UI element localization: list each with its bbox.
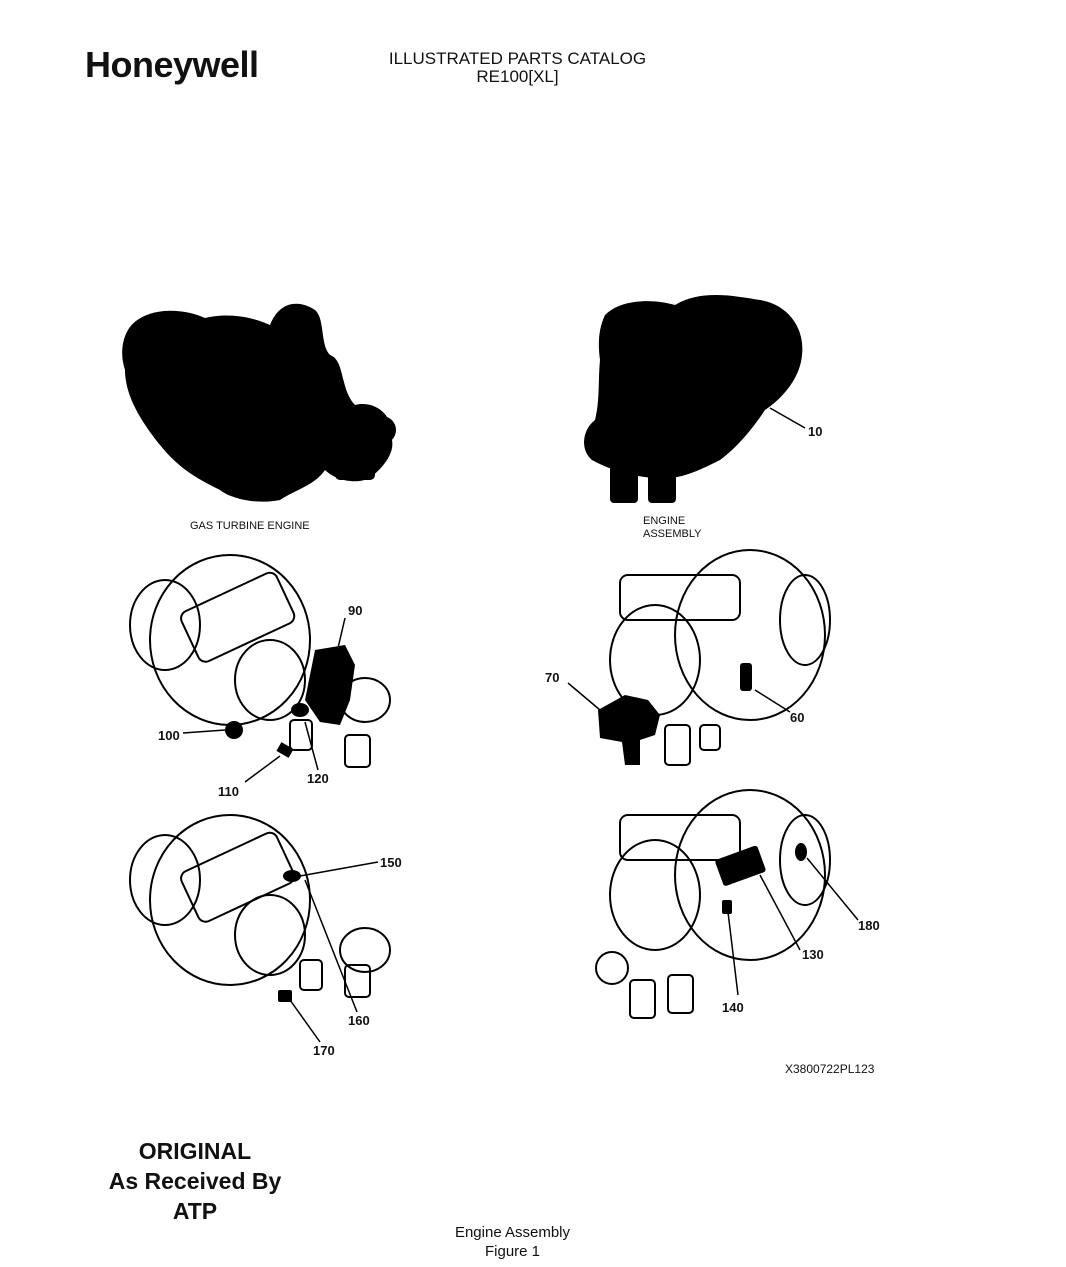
- figure-caption: [430, 1223, 595, 1261]
- engine-4-highlighted-parts: [715, 843, 807, 914]
- received-stamp: [95, 1136, 295, 1226]
- caption-engine-assembly: [643, 515, 702, 541]
- stamp-line3: ATP: [172, 1198, 218, 1224]
- engine-lineart-3: [130, 815, 390, 997]
- callout-180: 180: [858, 918, 880, 933]
- callout-170: 170: [313, 1043, 335, 1058]
- figure-title: Engine Assembly: [454, 1224, 571, 1241]
- figure-number: Figure 1: [484, 1243, 541, 1260]
- callout-90: 90: [348, 603, 363, 618]
- callout-140: 140: [722, 1000, 744, 1015]
- callout-10: 10: [808, 424, 823, 439]
- callout-60: 60: [790, 710, 805, 725]
- caption-engine-assembly-line1: ENGINE: [643, 515, 686, 527]
- callout-100: 100: [158, 728, 180, 743]
- engine-3-highlighted-parts: [278, 870, 301, 1002]
- callout-150: 150: [380, 855, 402, 870]
- model-number: RE100[XL]: [476, 67, 559, 86]
- callout-130: 130: [802, 947, 824, 962]
- caption-engine-assembly-line2: ASSEMBLY: [643, 528, 702, 540]
- drawing-code: X3800722PL123: [785, 1062, 875, 1076]
- engine-2-highlighted-parts: [598, 663, 752, 765]
- leader-lines: [183, 408, 858, 1042]
- callout-120: 120: [307, 771, 329, 786]
- brand-logo: Honeywell: [85, 44, 259, 85]
- gas-turbine-silhouette: [122, 304, 396, 502]
- callout-160: 160: [348, 1013, 370, 1028]
- stamp-line1: ORIGINAL: [138, 1138, 252, 1164]
- engine-lineart-4: [596, 790, 830, 1018]
- callout-110: 110: [218, 784, 239, 799]
- stamp-line2: As Received By: [108, 1168, 282, 1194]
- caption-gas-turbine: GAS TURBINE ENGINE: [190, 520, 310, 532]
- engine-assembly-silhouette: [584, 295, 802, 503]
- catalog-title: ILLUSTRATED PARTS CATALOG: [388, 49, 647, 68]
- callout-70: 70: [545, 670, 560, 685]
